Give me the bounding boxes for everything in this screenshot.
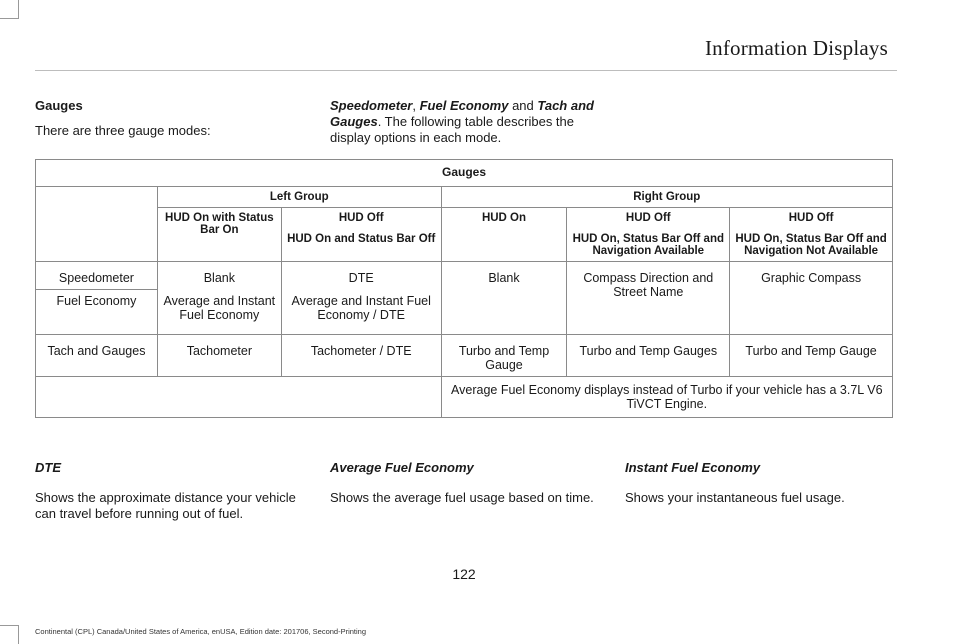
mode-and: and [508, 98, 538, 113]
table-cell: Average and Instant Fuel Economy [157, 290, 281, 335]
crop-mark-top-left [0, 0, 19, 19]
table-cell: DTE [281, 262, 441, 290]
definition-heading: Average Fuel Economy [330, 460, 474, 475]
table-note: Average Fuel Economy displays instead of Turbo if your vehicle has a 3.7L V6 TiVCT Engine. [441, 376, 892, 417]
table-cell: Tachometer [157, 334, 281, 376]
definition-instant-fuel-economy [625, 460, 890, 506]
table-cell: Graphic Compass [730, 262, 893, 335]
group-header-left: Left Group [157, 187, 441, 208]
page-number: 122 [452, 566, 476, 582]
mode-speedometer: Speedometer [330, 98, 413, 113]
intro-description: . The following table describes the display options in each mode. [330, 114, 575, 145]
table-cell: Turbo and Temp Gauge [441, 334, 567, 376]
table-corner-cell [36, 187, 158, 262]
crop-mark-bottom-left [0, 625, 19, 644]
table-cell: Blank [157, 262, 281, 290]
table-cell: Turbo and Temp Gauge [730, 334, 893, 376]
definition-text: Shows your instantaneous fuel usage. [625, 490, 845, 505]
table-cell: Average and Instant Fuel Economy / DTE [281, 290, 441, 335]
intro-column-left [35, 98, 305, 138]
row-label: Tach and Gauges [36, 334, 158, 376]
table-cell: Tachometer / DTE [281, 334, 441, 376]
row-label: Fuel Economy [36, 290, 158, 335]
table-row [36, 262, 893, 290]
table-row [36, 376, 893, 417]
definition-text: Shows the approximate distance your vehicle can travel before running out of fuel. [35, 490, 296, 521]
column-header: HUD On with Status Bar On [157, 208, 281, 262]
column-header: HUD Off HUD On and Status Bar Off [281, 208, 441, 262]
gauges-table [35, 159, 893, 418]
note-empty-cell [36, 376, 442, 417]
mode-tach-gauges: Tach and Gauges [330, 98, 594, 129]
mode-fuel-economy: Fuel Economy [419, 98, 509, 113]
definition-average-fuel-economy [330, 460, 595, 506]
table-row [36, 334, 893, 376]
table-cell: Compass Direction and Street Name [567, 262, 730, 335]
header-divider [35, 70, 897, 71]
section-heading: Gauges [35, 98, 83, 113]
row-label: Speedometer [36, 262, 158, 290]
column-header: HUD Off HUD On, Status Bar Off and Navigation Available [567, 208, 730, 262]
definition-dte [35, 460, 310, 522]
definition-heading: DTE [35, 460, 61, 475]
column-header: HUD On [441, 208, 567, 262]
edition-footer: Continental (CPL) Canada/United States of America, enUSA, Edition date: 201706, Second-Printing [35, 627, 367, 636]
intro-column-right [330, 98, 610, 146]
definition-heading: Instant Fuel Economy [625, 460, 761, 475]
table-cell: Turbo and Temp Gauges [567, 334, 730, 376]
mode-separator: , [412, 98, 420, 113]
table-cell: Blank [441, 262, 567, 335]
definition-text: Shows the average fuel usage based on time. [330, 490, 594, 505]
intro-text: There are three gauge modes: [35, 123, 211, 138]
group-header-right: Right Group [441, 187, 892, 208]
column-header: HUD Off HUD On, Status Bar Off and Navigation Not Available [730, 208, 893, 262]
page-header-title: Information Displays [704, 36, 888, 60]
table-title: Gauges [36, 160, 893, 187]
